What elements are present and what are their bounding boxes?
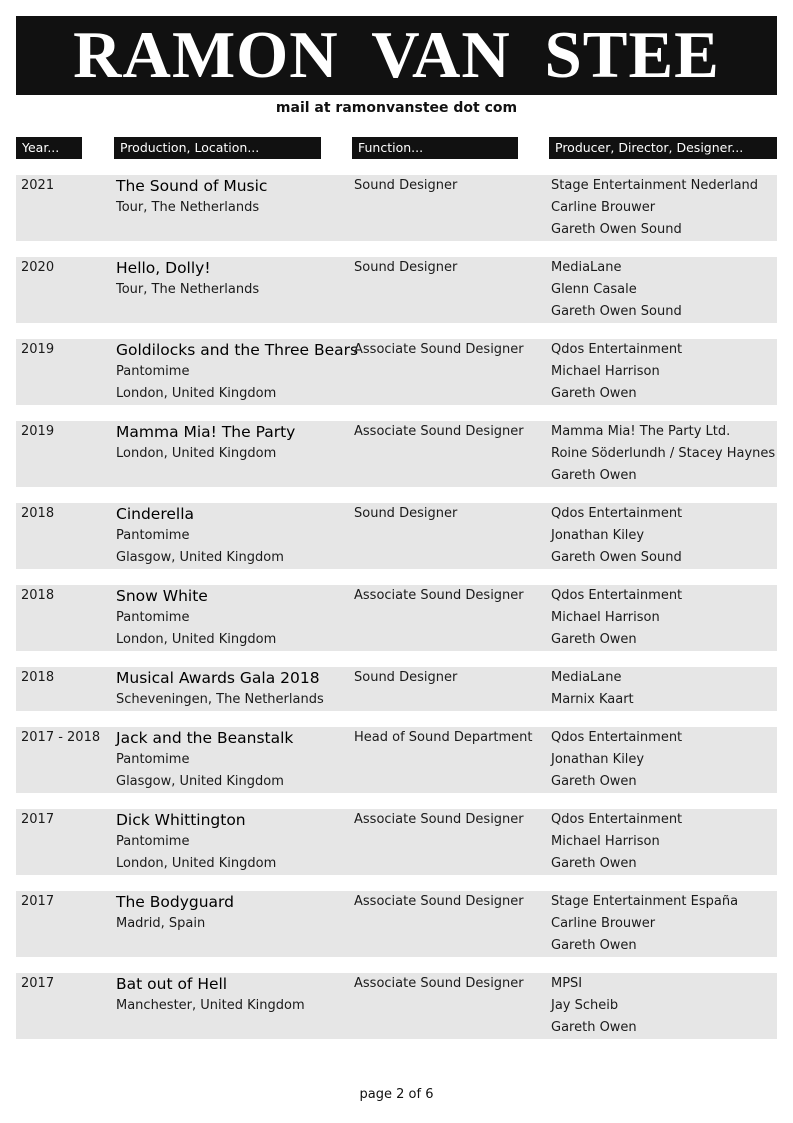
entry-credits — [551, 339, 682, 405]
entry-credits — [551, 503, 682, 569]
credit-line: Carline Brouwer — [551, 200, 656, 215]
entry-credits — [551, 585, 682, 651]
list-item — [16, 339, 777, 405]
credit-line: MPSI — [551, 976, 583, 991]
entry-year: 2017 — [21, 894, 55, 909]
production-detail: London, United Kingdom — [116, 856, 277, 871]
credit-line: Roine Söderlundh / Stacey Haynes — [551, 446, 776, 461]
credit-line: Gareth Owen — [551, 632, 637, 647]
entry-function: Associate Sound Designer — [354, 894, 524, 909]
entry-production — [116, 667, 324, 711]
production-detail: Madrid, Spain — [116, 916, 206, 931]
entry-function: Sound Designer — [354, 260, 458, 275]
entry-function: Associate Sound Designer — [354, 976, 524, 991]
production-detail: Scheveningen, The Netherlands — [116, 692, 324, 707]
header-function: Function... — [352, 137, 518, 159]
entry-year: 2017 — [21, 976, 55, 991]
entry-production — [116, 175, 267, 219]
credit-line: Stage Entertainment España — [551, 894, 739, 909]
entry-production — [116, 257, 259, 301]
list-item — [16, 809, 777, 875]
entry-year: 2018 — [21, 670, 55, 685]
credit-line: Gareth Owen — [551, 938, 637, 953]
credit-line: Jay Scheib — [551, 998, 619, 1013]
contact-mail: mail at ramonvanstee dot com — [275, 100, 518, 116]
entry-year: 2020 — [21, 260, 55, 275]
production-title: The Sound of Music — [116, 177, 268, 195]
entry-function: Sound Designer — [354, 506, 458, 521]
production-detail: Pantomime — [116, 528, 190, 543]
production-detail: Glasgow, United Kingdom — [116, 774, 284, 789]
production-title: Musical Awards Gala 2018 — [116, 669, 320, 687]
credit-line: Stage Entertainment Nederland — [551, 178, 759, 193]
credit-line: Mamma Mia! The Party Ltd. — [551, 424, 731, 439]
entry-year: 2018 — [21, 588, 55, 603]
production-title: The Bodyguard — [116, 893, 234, 911]
entry-credits — [551, 257, 682, 323]
credit-line: Gareth Owen — [551, 856, 637, 871]
entry-credits — [551, 973, 637, 1039]
entry-production — [116, 339, 358, 405]
entry-function: Associate Sound Designer — [354, 588, 524, 603]
production-title: Bat out of Hell — [116, 975, 228, 993]
list-item — [16, 667, 777, 711]
credit-line: Qdos Entertainment — [551, 812, 683, 827]
production-title: Mamma Mia! The Party — [116, 423, 296, 441]
entry-production — [116, 891, 234, 935]
credit-line: Qdos Entertainment — [551, 588, 683, 603]
entry-production — [116, 503, 284, 569]
credit-line: Glenn Casale — [551, 282, 637, 297]
name-banner: RAMON VAN STEE — [16, 16, 777, 95]
production-title: Cinderella — [116, 505, 195, 523]
production-detail: London, United Kingdom — [116, 386, 277, 401]
credit-line: Qdos Entertainment — [551, 730, 683, 745]
entry-year: 2017 — [21, 812, 55, 827]
production-title: Snow White — [116, 587, 208, 605]
credit-line: Gareth Owen Sound — [551, 550, 682, 565]
production-detail: Manchester, United Kingdom — [116, 998, 305, 1013]
list-item — [16, 421, 777, 487]
credit-line: Michael Harrison — [551, 834, 660, 849]
credit-line: Michael Harrison — [551, 364, 660, 379]
list-item — [16, 257, 777, 323]
credit-line: Gareth Owen — [551, 1020, 637, 1035]
entry-credits — [551, 727, 682, 793]
production-detail: Glasgow, United Kingdom — [116, 550, 284, 565]
entry-year: 2018 — [21, 506, 55, 521]
entry-production — [116, 809, 276, 875]
production-detail: London, United Kingdom — [116, 632, 277, 647]
entry-credits — [551, 421, 775, 487]
list-item — [16, 585, 777, 651]
production-title: Goldilocks and the Three Bears — [116, 341, 359, 359]
entry-credits — [551, 667, 634, 711]
entry-production — [116, 421, 295, 465]
credit-line: MediaLane — [551, 670, 622, 685]
entry-function: Head of Sound Department — [354, 730, 533, 745]
production-title: Dick Whittington — [116, 811, 246, 829]
entry-credits — [551, 891, 738, 957]
production-detail: Pantomime — [116, 610, 190, 625]
credit-line: Gareth Owen Sound — [551, 222, 682, 237]
entry-function: Associate Sound Designer — [354, 424, 524, 439]
credits-list — [16, 175, 777, 1055]
production-detail: Pantomime — [116, 834, 190, 849]
production-title: Hello, Dolly! — [116, 259, 211, 277]
credit-line: Jonathan Kiley — [551, 752, 645, 767]
production-detail: Pantomime — [116, 364, 190, 379]
page-number: page 2 of 6 — [359, 1087, 434, 1102]
entry-production — [116, 585, 276, 651]
credit-line: Gareth Owen Sound — [551, 304, 682, 319]
list-item — [16, 175, 777, 241]
list-item — [16, 727, 777, 793]
entry-year: 2017 - 2018 — [21, 730, 101, 745]
entry-function: Sound Designer — [354, 670, 458, 685]
credit-line: MediaLane — [551, 260, 622, 275]
header-production: Production, Location... — [114, 137, 321, 159]
list-item — [16, 891, 777, 957]
credit-line: Marnix Kaart — [551, 692, 634, 707]
production-detail: Pantomime — [116, 752, 190, 767]
entry-function: Associate Sound Designer — [354, 812, 524, 827]
production-title: Jack and the Beanstalk — [116, 729, 294, 747]
header-year: Year... — [16, 137, 82, 159]
credit-line: Gareth Owen — [551, 774, 637, 789]
entry-credits — [551, 175, 758, 241]
credit-line: Michael Harrison — [551, 610, 660, 625]
credit-line: Qdos Entertainment — [551, 342, 683, 357]
entry-year: 2019 — [21, 424, 55, 439]
list-item — [16, 503, 777, 569]
entry-production — [116, 973, 305, 1017]
credit-line: Gareth Owen — [551, 468, 637, 483]
credit-line: Jonathan Kiley — [551, 528, 645, 543]
credit-line: Carline Brouwer — [551, 916, 656, 931]
production-detail: Tour, The Netherlands — [116, 200, 260, 215]
entry-year: 2019 — [21, 342, 55, 357]
entry-year: 2021 — [21, 178, 55, 193]
entry-function: Associate Sound Designer — [354, 342, 524, 357]
production-detail: Tour, The Netherlands — [116, 282, 260, 297]
list-item — [16, 973, 777, 1039]
entry-function: Sound Designer — [354, 178, 458, 193]
credit-line: Qdos Entertainment — [551, 506, 683, 521]
entry-credits — [551, 809, 682, 875]
credit-line: Gareth Owen — [551, 386, 637, 401]
entry-production — [116, 727, 293, 793]
header-producer: Producer, Director, Designer... — [549, 137, 777, 159]
production-detail: London, United Kingdom — [116, 446, 277, 461]
